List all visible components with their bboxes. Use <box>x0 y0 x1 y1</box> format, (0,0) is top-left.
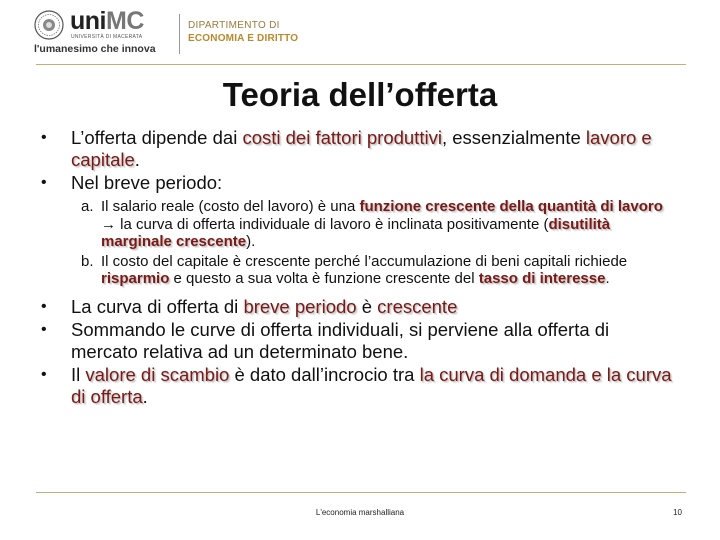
bullet-marker: • <box>41 320 47 338</box>
unimc-logo <box>34 7 164 56</box>
department-label: DIPARTIMENTO DI <box>188 20 280 31</box>
department-name: ECONOMIA E DIRITTO <box>188 33 299 44</box>
page-number: 10 <box>673 508 682 517</box>
bullet-marker: • <box>41 174 47 191</box>
logo-subtitle: UNIVERSITÀ DI MACERATA <box>71 34 143 40</box>
top-rule <box>36 64 686 65</box>
sub-item-a: a. Il salario reale (costo del lavoro) è una funzione crescente della quantità di lavoro → la curva di offerta individuale di lavoro è inclinata positivamente (disutilità marginale crescente). <box>81 198 663 250</box>
bullet-exchange-value: • Il valore di scambio è dato dall’incrocio tra la curva di domanda e la curva di offerta. <box>41 363 672 407</box>
arrow-right-icon: → <box>101 215 121 233</box>
logo-wordmark: uniMC <box>70 7 144 35</box>
sub-list <box>38 198 678 288</box>
logo-motto: l'umanesimo che innova <box>34 43 156 55</box>
university-seal-icon <box>34 10 64 40</box>
slide-content <box>38 127 678 409</box>
bullet-marker: • <box>41 297 47 315</box>
bullet-marker: • <box>41 365 47 383</box>
bullet-supply-curve: • La curva di offerta di breve periodo è crescente <box>41 295 458 317</box>
bullet-short-period: • Nel breve periodo: <box>41 172 223 193</box>
bottom-rule <box>36 492 686 493</box>
bullet-market-supply: • Sommando le curve di offerta individuali, si perviene alla offerta di mercato relativa ad un determinato bene. <box>41 318 610 362</box>
header-divider <box>179 14 180 54</box>
footer-title: L'economia marshalliana <box>315 508 405 517</box>
bullet-marker: • <box>41 129 47 146</box>
slide-title: Teoria dell’offerta <box>222 76 498 113</box>
bullet-costs: • L’offerta dipende dai costi dei fattori produttivi, essenzialmente lavoro e capitale. <box>41 127 652 170</box>
sub-item-b: b. Il costo del capitale è crescente perché l’accumulazione di beni capitali richiede risparmio e questo a sua volta è funzione crescente del tasso di interesse. <box>81 252 628 287</box>
